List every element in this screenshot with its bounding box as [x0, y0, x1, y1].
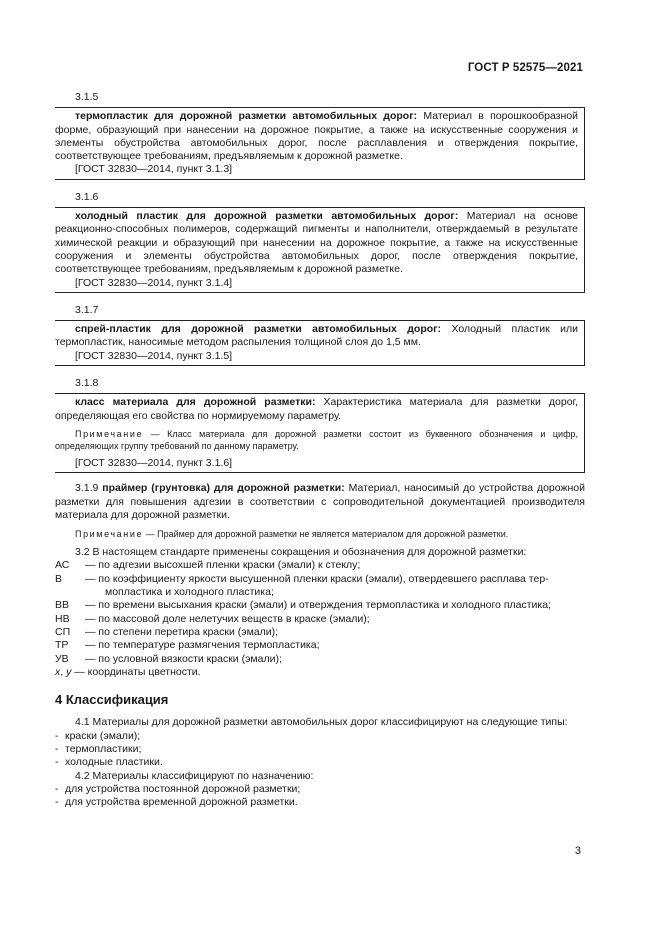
abbreviation-text-line: — по коэффициенту яркости высушенной пленки краски (эмали), отвердевшего расплава тер- — [85, 572, 549, 585]
page-number: 3 — [574, 845, 581, 857]
term-number: 3.1.6 — [75, 190, 99, 203]
coord-y-symbol: y — [66, 665, 72, 678]
abbreviation-list — [55, 559, 585, 679]
abbreviation-text-cont: мопластика и холодного пластика; — [105, 586, 274, 599]
paragraph-4-2: 4.2 Материалы классифицируют по назначению: — [75, 769, 314, 782]
term-box-3-1-5 — [55, 107, 585, 179]
term-text: Материал, наносимый до устройства дорожной разметки для повышения адгезии в соответствии с сопроводительной документацией производителя материала для дорожной разметки. — [55, 482, 585, 521]
term-number: 3.1.7 — [75, 303, 99, 316]
abbreviation-item — [55, 599, 585, 612]
list-dash: - — [55, 782, 59, 795]
abbreviation-key: ТР — [55, 639, 69, 652]
abbreviation-text — [85, 573, 585, 600]
list-item-text: для устройства постоянной дорожной разметки; — [65, 782, 301, 795]
document-body — [55, 91, 585, 809]
abbreviation-text: — по температуре размягчения термопластика; — [85, 639, 320, 652]
abbreviation-text: — по степени перетира краски (эмали); — [85, 625, 279, 638]
purposes-list — [55, 782, 585, 810]
term-title: термопластик для дорожной разметки автомобильных дорог: — [75, 110, 418, 123]
term-box-3-1-7 — [55, 320, 585, 366]
term-note — [55, 428, 578, 452]
abbreviation-item — [55, 653, 585, 666]
types-list — [55, 729, 585, 770]
document-id-header: ГОСТ Р 52575—2021 — [467, 62, 583, 74]
term-text: Характеристика материала для разметки дорог, определяющая его свойства по нормируемому параметру. — [55, 396, 578, 422]
abbreviation-item — [55, 559, 585, 572]
note-label: Примечание — [75, 529, 144, 540]
list-item-text: краски (эмали); — [65, 729, 141, 742]
term-text: Материал в порошкообразной форме, образующий при нанесении на дорожное покрытие, а также на искусственные сооружения и элементы обустройства автомобильных дорог, после расплавления и отверждения покрытие, соответствующее требованиям, предъявляемым к дорожной разметке. — [55, 110, 578, 163]
term-title: класс материала для дорожной разметки: — [75, 396, 316, 409]
list-item — [55, 796, 585, 809]
term-reference: [ГОСТ 32830—2014, пункт 3.1.4] — [75, 276, 233, 289]
abbreviation-item — [55, 573, 585, 600]
abbreviation-text: — по времени высыхания краски (эмали) и отверждения термопластика и холодного пластика; — [85, 599, 551, 612]
abbreviation-item — [55, 639, 585, 652]
list-dash: - — [55, 729, 59, 742]
list-dash: - — [55, 756, 59, 769]
list-item — [55, 783, 585, 796]
list-dash: - — [55, 796, 59, 809]
abbreviation-text: — по условной вязкости краски (эмали); — [85, 652, 282, 665]
list-item-text: холодные пластики. — [65, 756, 163, 769]
abbreviation-item — [55, 626, 585, 639]
term-number: 3.1.5 — [75, 91, 99, 103]
coord-separator: , — [60, 665, 67, 678]
note-text: — Класс материала для дорожной разметки состоит из буквенного обозначения и цифр, определяющих группу требований по данному параметру. — [55, 428, 578, 451]
coord-text: — координаты цветности. — [71, 665, 201, 678]
term-box-3-1-6 — [55, 207, 585, 293]
term-reference: [ГОСТ 32830—2014, пункт 3.1.3] — [75, 163, 233, 176]
section-heading: 4 Классификация — [55, 692, 169, 708]
abbreviation-text: — по адгезии высохшей пленки краски (эмали) к стеклу; — [85, 559, 361, 572]
term-reference: [ГОСТ 32830—2014, пункт 3.1.6] — [75, 456, 233, 469]
abbreviation-key: СП — [55, 625, 71, 638]
list-dash: - — [55, 742, 59, 755]
term-definition — [55, 396, 578, 423]
primer-definition — [55, 482, 585, 522]
term-definition — [55, 210, 578, 276]
abbreviation-item — [55, 613, 585, 626]
abbreviations-intro: 3.2 В настоящем стандарте применены сокращения и обозначения для дорожной разметки: — [75, 546, 527, 559]
term-title: праймер (грунтовка) для дорожной разметки: — [102, 482, 345, 495]
abbreviation-key: ВВ — [55, 599, 70, 612]
abbreviation-key: НВ — [55, 612, 70, 625]
list-item — [55, 743, 585, 756]
term-box-3-1-8 — [55, 393, 585, 473]
term-text: Холодный пластик или термопластик, наносимые методом распыления толщиной слоя до 1,5 мм. — [55, 323, 578, 349]
list-item-text: для устройства временной дорожной разметки. — [65, 796, 298, 809]
term-definition — [55, 110, 578, 163]
list-item — [55, 756, 585, 769]
note-text: — Праймер для дорожной разметки не является материалом для дорожной разметки. — [143, 529, 509, 540]
term-number: 3.1.9 — [75, 482, 99, 495]
term-title: спрей-пластик для дорожной разметки автомобильных дорог: — [75, 323, 442, 336]
abbreviation-key: В — [55, 572, 63, 585]
list-item — [55, 730, 585, 743]
term-definition — [55, 323, 578, 350]
abbreviation-key: АС — [55, 559, 70, 572]
term-text: Материал на основе реакционно-способных полимеров, содержащий пигменты и наполнители, отверждаемый в результате химической реакции и образующий при нанесении на дорожное покрытие, а также на искусственные сооружения и элементы обустройства автомобильных дорог, после отверждения покрытие, соответствующее требованиям, предъявляемым к дорожной разметке. — [55, 210, 579, 276]
coord-x-symbol: x — [55, 665, 61, 678]
term-title: холодный пластик для дорожной разметки автомобильных дорог: — [75, 210, 459, 223]
primer-note — [75, 528, 585, 540]
coordinates-item — [55, 666, 585, 679]
note-label: Примечание — [75, 428, 144, 439]
term-number: 3.1.8 — [75, 377, 99, 390]
abbreviation-text: — по массовой доле нелетучих веществ в краске (эмали); — [85, 612, 370, 625]
list-item-text: термопластики; — [65, 742, 142, 755]
abbreviation-key: УВ — [55, 652, 69, 665]
paragraph-4-1: 4.1 Материалы для дорожной разметки автомобильных дорог классифицируют на следующие типы: — [75, 716, 568, 729]
term-reference: [ГОСТ 32830—2014, пункт 3.1.5] — [75, 349, 233, 362]
